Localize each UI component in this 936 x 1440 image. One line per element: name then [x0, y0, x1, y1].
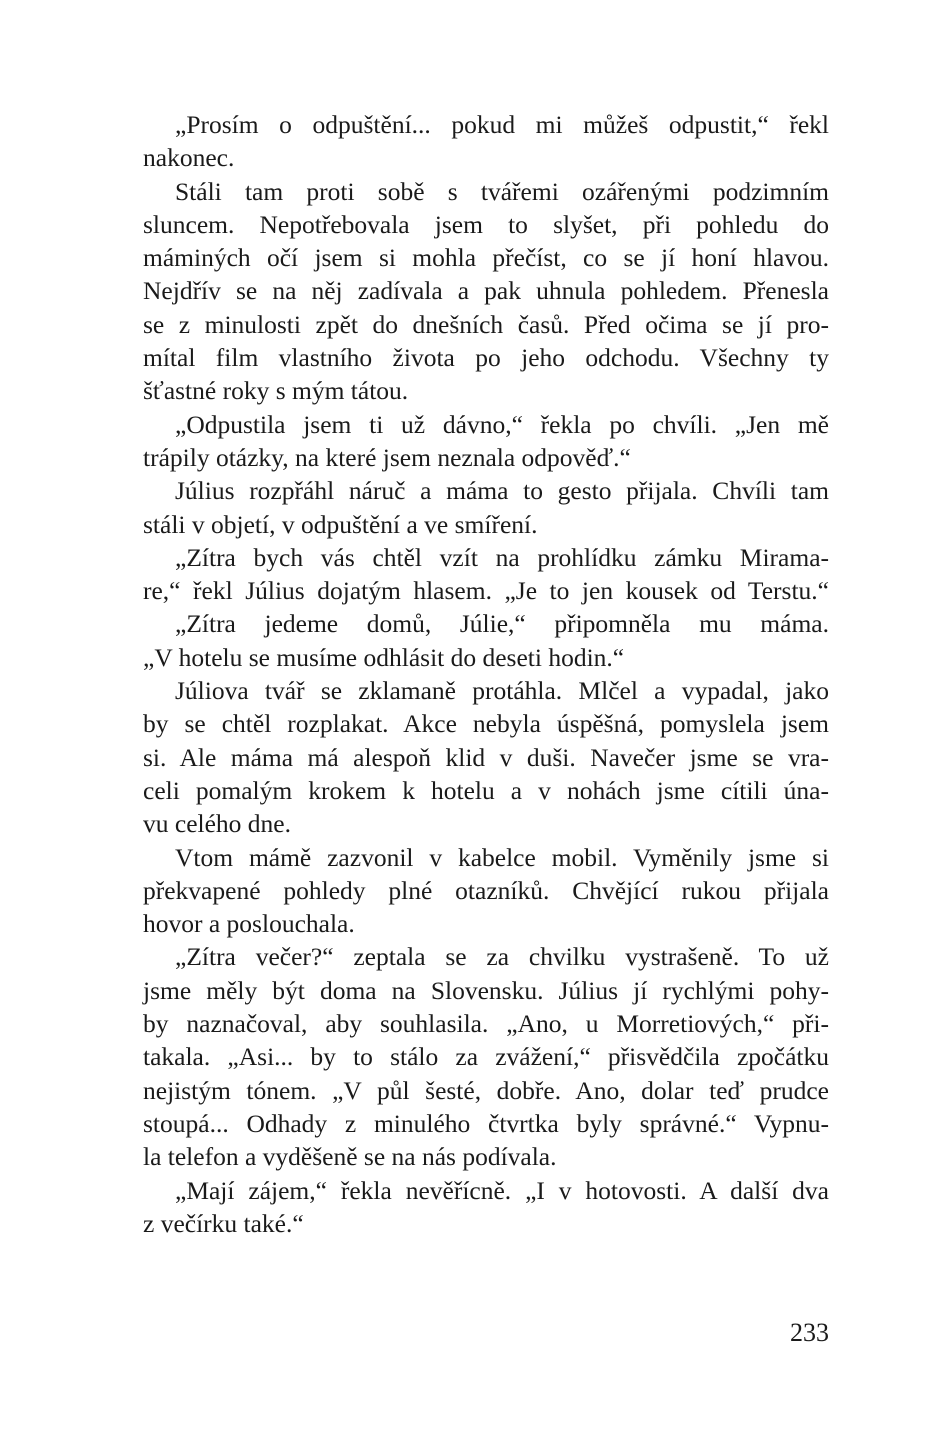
- text-line: překvapené pohledy plné otazníků. Chvějící rukou přijala: [143, 875, 829, 905]
- text-line: „Odpustila jsem ti už dávno,“ řekla po chvíli. „Jen mě: [175, 409, 829, 439]
- text-line: by se chtěl rozplakat. Akce nebyla úspěšná, pomyslela jsem: [143, 709, 829, 739]
- text-line: se z minulosti zpět do dnešních časů. Před očima se jí pro-: [143, 309, 829, 339]
- text-line: takala. „Asi... by to stálo za zvážení,“ přisvědčila zpočátku: [143, 1042, 829, 1072]
- text-line: „Zítra jedeme domů, Júlie,“ připomněla mu máma.: [175, 609, 829, 639]
- text-line: vu celého dne.: [143, 809, 291, 839]
- text-line: z večírku také.“: [143, 1208, 304, 1238]
- text-line: Nejdřív se na něj zadívala a pak uhnula pohledem. Přenesla: [143, 276, 829, 306]
- text-line: hovor a poslouchala.: [143, 909, 355, 939]
- page-number: 233: [790, 1318, 829, 1347]
- text-line: Stáli tam proti sobě s tvářemi ozářenými podzimním: [175, 176, 829, 206]
- text-line: „Zítra bych vás chtěl vzít na prohlídku zámku Mirama-: [175, 542, 829, 572]
- text-line: „V hotelu se musíme odhlásit do deseti hodin.“: [143, 642, 625, 672]
- text-line: re,“ řekl Július dojatým hlasem. „Je to jen kousek od Terstu.“: [143, 576, 829, 606]
- text-line: šťastné roky s mým tátou.: [143, 376, 409, 406]
- text-line: nejistým tónem. „V půl šesté, dobře. Ano, dolar teď prudce: [143, 1075, 829, 1105]
- text-line: sluncem. Nepotřebovala jsem to slyšet, při pohledu do: [143, 209, 829, 239]
- text-line: Július rozpřáhl náruč a máma to gesto přijala. Chvíli tam: [175, 476, 829, 506]
- text-line: „Prosím o odpuštění... pokud mi můžeš odpustit,“ řekl: [175, 110, 829, 139]
- text-line: „Zítra večer?“ zeptala se za chvilku vystrašeně. To už: [175, 942, 829, 972]
- text-line: máminých očí jsem si mohla přečíst, co se jí honí hlavou.: [143, 243, 829, 273]
- text-line: Júliova tvář se zklamaně protáhla. Mlčel a vypadal, jako: [175, 676, 829, 706]
- text-line: Vtom mámě zazvonil v kabelce mobil. Vyměnily jsme si: [175, 842, 829, 872]
- text-line: nakonec.: [143, 143, 235, 173]
- text-line: stáli v objetí, v odpuštění a ve smíření.: [143, 509, 538, 539]
- text-line: „Mají zájem,“ řekla nevěřícně. „I v hotovosti. A další dva: [175, 1175, 829, 1205]
- text-line: mítal film vlastního života po jeho odchodu. Všechny ty: [143, 343, 829, 373]
- text-line: la telefon a vyděšeně se na nás podívala.: [143, 1142, 557, 1172]
- text-line: si. Ale máma má alespoň klid v duši. Navečer jsme se vra-: [143, 742, 829, 772]
- text-line: trápily otázky, na které jsem neznala odpověď.“: [143, 442, 631, 472]
- text-line: by naznačoval, aby souhlasila. „Ano, u Morretiových,“ při-: [143, 1009, 829, 1039]
- body-text: [143, 108, 829, 1240]
- text-line: stoupá... Odhady z minulého čtvrtka byly správné.“ Vypnu-: [143, 1108, 829, 1138]
- text-line: celi pomalým krokem k hotelu a v nohách jsme cítili úna-: [143, 775, 829, 805]
- text-line: jsme měly být doma na Slovensku. Július jí rychlými pohy-: [143, 975, 829, 1005]
